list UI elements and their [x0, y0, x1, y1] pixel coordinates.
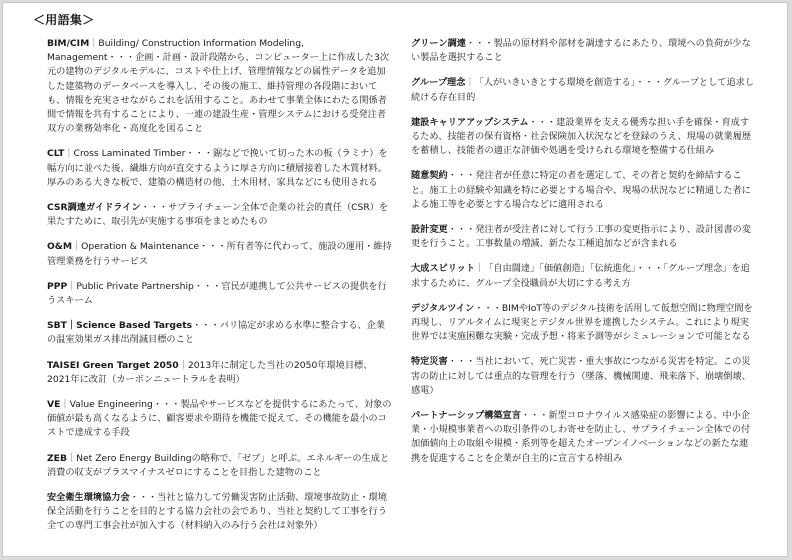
glossary-entry [411, 116, 756, 159]
glossary-entry [411, 37, 756, 65]
term: CLT [47, 148, 65, 160]
term-definition: ・・・当社と協力して労働災害防止活動、環境事故防止・環境保全活動を行うことを目的とする協力会社の会であり、当社と契約して工事を行う全ての専門工事会社が加入する（材料納入のみ行う会社は対象外） [47, 492, 387, 532]
term-definition: 「自由闊達」「価値創造」「伝統進化」・・・「グループ理念」を追求するために、グループ全役職員が大切にする考え方 [411, 263, 750, 289]
glossary-entry [47, 319, 392, 347]
glossary-page [2, 2, 788, 557]
term-definition: ・・・サプライチェーン全体で企業の社会的責任（CSR）を果たすために、取引先が実施する事項をまとめたもの [47, 202, 389, 228]
term-definition: ・・・パリ協定が求める水準に整合する、企業の温室効果ガス排出削減目標のこと [47, 320, 386, 346]
term-separator: ｜ [178, 359, 188, 371]
glossary-entry [411, 262, 756, 290]
term: BIM/CIM [47, 38, 90, 49]
term-definition: ・・・発注者が任意に特定の者を選定して、その者と契約を締結すること。施工上の経験や知識を特に必要とする場合や、現場の状況などに精通した者による施工等を必要とする場合などに適用される [411, 170, 751, 210]
term-definition: Value Engineering・・・製品やサービスなどを提供するにあたって、対象の価値が最も高くなるように、顧客要求や期待を機能で捉えて、その機能を最小のコストで達成する手段 [47, 399, 392, 439]
term-separator: ｜ [71, 241, 82, 253]
term-separator: ｜ [465, 77, 475, 89]
term: 設計変更 [411, 224, 448, 236]
term: 安全衛生環境協力会 [47, 492, 130, 504]
term-definition: ・・・発注者が受注者に対して行う工事の変更指示により、設計図書の変更を行うこと。工事数量の増減、新たな工種追加などが含まれる [411, 224, 751, 250]
term-separator: ｜ [89, 38, 99, 49]
term: CSR調達ガイドライン [47, 202, 141, 214]
term-definition: 2013年に制定した当社の2050年環境目標、2021年に改訂（カーボンニュートラルを表明） [47, 359, 373, 385]
term-definition: Building/ Construction Information Modeling, Management・・・企画・計画・設計段階から、コンピューター上に作成した3次元の建物のデジタルモデルに、コストや仕上げ、管理情報などの属性データを追加した建築物のデータベースを導入し、その後の施工、維持管理の各段階においても、情報を充実させながらこれを活用すること。あわせて事業全体にわたる関係者間で情報を共有することにより、一連の建設生産・管理システムにおける受発注者双方の業務効率化・高度化を図ること [47, 38, 389, 135]
term-definition: Operation & Maintenance・・・所有者等に代わって、施設の運用・維持管理業務を行うサービス [47, 241, 392, 267]
term-separator: ｜ [67, 280, 77, 292]
term-definition: ・・・BIMやIoT等のデジタル技術を活用して仮想空間に物理空間を再現し、リアルタイムに現実とデジタル世界を連携したシステム。これにより現実世界では実施困難な実験・完成予想・将来予測等がシミュレーションで可能となる [411, 302, 753, 343]
term-definition: ・・・製品の原材料や部材を調達するにあたり、環境への負荷が少ない製品を選択すること [411, 38, 751, 64]
term-definition: 「人がいきいきとする環境を創造する」・・・グループとして追求し続ける存在目的 [411, 77, 755, 103]
glossary-right-column [411, 37, 756, 477]
glossary-entry [47, 359, 392, 387]
term: 大成スピリット [411, 263, 475, 275]
glossary-entry [47, 201, 392, 229]
term: 建設キャリアアップシステム [411, 116, 529, 128]
term: パートナーシップ構築宣言 [411, 410, 521, 422]
term: グループ理念 [411, 77, 466, 89]
term-definition: Net Zero Energy Buildingの略称で、「ゼブ」と呼ぶ。エネルギーの生成と消費の収支がプラスマイナスゼロにすることを目指した建物のこと [47, 452, 390, 478]
term: 随意契約 [411, 170, 448, 182]
term: デジタルツイン [411, 302, 475, 314]
glossary-entry [411, 223, 756, 251]
term: VE [47, 399, 61, 411]
term: SBT｜Science Based Targets [47, 320, 193, 332]
glossary-entry [411, 76, 756, 104]
glossary-entry [411, 169, 756, 212]
glossary-entry [47, 452, 392, 480]
glossary-heading: ＜用語集＞ [33, 13, 95, 27]
term: O&M [47, 241, 72, 253]
term: PPP [47, 280, 68, 292]
term: グリーン調達 [411, 38, 466, 49]
term-separator: ｜ [66, 452, 77, 464]
glossary-entry [47, 147, 392, 190]
glossary-entry [47, 398, 392, 441]
glossary-entry [47, 37, 392, 136]
term-definition: ・・・建設業界を支える優秀な担い手を確保・育成するため、技能者の保有資格・社会保険加入状況などを登録のうえ、現場の就業履歴を蓄積し、技能者の適正な評価や処遇を受けられる環境を整備する仕組み [411, 116, 752, 157]
term-separator: ｜ [474, 263, 485, 275]
glossary-entry [47, 240, 392, 268]
term-separator: ｜ [64, 148, 74, 160]
term-definition: ・・・新型コロナウイルス感染症の影響による、中小企業・小規模事業者への取引条件のしわ寄せを防止し、サプライチェーン全体での付加価値向上の取組や規模・系列等を超えたオープンイノベーションなどの新たな連携を促進することを企業が自主的に宣言する枠組み [411, 410, 751, 464]
glossary-entry [47, 280, 392, 308]
glossary-entry [47, 491, 392, 534]
term-definition: Public Private Partnership・・・官民が連携して公共サービスの提供を行うスキーム [47, 280, 387, 307]
glossary-left-column [47, 37, 392, 545]
term-definition: ・・・当社において、死亡災害・重大事故につながる災害を特定。この災害の防止に対しては重点的な管理を行う（墜落、機械関連、飛来落下、崩壊倒壊、感電） [411, 356, 751, 396]
term-definition: Cross Laminated Timber・・・鋸などで挽いて切った木の板（ラミナ）を幅方向に並べた後、繊維方向が直交するように厚さ方向に積層接着した木質材料。厚みのある大きな板で、建築の構造材の他、土木用材、家具などにも使用される [47, 148, 388, 188]
glossary-entry [411, 355, 756, 398]
term: 特定災害 [411, 356, 448, 368]
glossary-entry [411, 409, 756, 466]
glossary-entry [411, 302, 756, 345]
term: TAISEI Green Target 2050 [47, 359, 179, 371]
term: ZEB [47, 452, 67, 464]
term-separator: ｜ [60, 399, 70, 411]
